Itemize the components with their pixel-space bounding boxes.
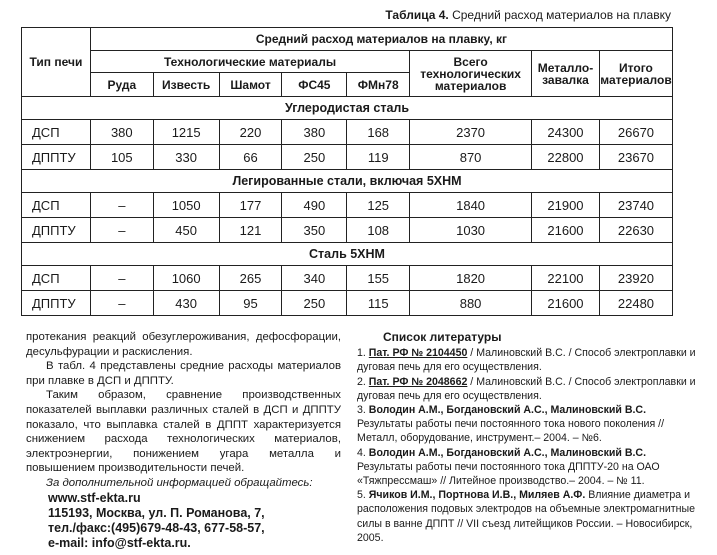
ref-num: 3. [357,404,366,417]
cell: 23740 [599,193,672,218]
cell: 2370 [410,120,532,145]
cell: 22100 [532,266,600,291]
ref-bold: Володин А.М., Богдановский А.С., Малиновский В.С. [368,446,647,459]
cell: 23920 [599,266,672,291]
paragraph: протекания реакций обезуглероживания, дефосфорации, десульфурации и раскисления. [26,331,341,358]
header-col: Известь [153,73,219,97]
contact-web[interactable]: www.stf-ekta.ru [48,490,141,505]
cell: 66 [219,145,282,170]
ref-rest: Результаты работы печи постоянного тока ДППТУ-20 на ОАО «Тяжпрессмаш» // Литейное производство.– 2004. – № 11. [357,460,660,488]
cell: 430 [153,291,219,316]
table-caption [385,8,671,22]
section-title: Сталь 5ХНМ [22,243,673,266]
cell: 380 [90,120,153,145]
cell: 250 [282,291,347,316]
literature-ref [357,488,702,545]
literature [357,330,702,545]
table-row [22,291,673,316]
cell: 21600 [532,218,600,243]
cell: 21900 [532,193,600,218]
cell: 340 [282,266,347,291]
literature-ref [357,375,702,403]
cell-type: ДСП [22,120,91,145]
ref-bold: Володин А.М., Богдановский А.С., Малиновский В.С. [368,404,647,417]
table-row [22,120,673,145]
literature-ref [357,403,702,446]
literature-ref [357,446,702,489]
table-caption-label: Таблица 4. [385,8,449,22]
cell: 155 [347,266,410,291]
table-row [22,145,673,170]
section-title: Углеродистая сталь [22,97,673,120]
body-text [26,330,341,551]
cell: 26670 [599,120,672,145]
cell: 490 [282,193,347,218]
cell: 105 [90,145,153,170]
cell: – [90,266,153,291]
paragraph: Таким образом, сравнение производственных показателей выплавки различных сталей в ДСП и ДППТУ показало, что выплавка сталей в ДППТ характеризуется снижением расхода технологических материалов, электроэнергии, понижением угара металла и повышением производительности печей. [26,389,341,475]
contact-email[interactable]: e-mail: info@stf-ekta.ru. [48,535,191,550]
ref-bold: Пат. РФ № 2048662 [368,375,468,388]
cell-type: ДППТУ [22,145,91,170]
ref-num: 5. [357,489,366,502]
cell: 1030 [410,218,532,243]
contact-phone: тел./факс:(495)679-48-43, 677-58-57, [48,520,265,535]
header-total: Итого материалов [599,51,672,97]
cell: 1215 [153,120,219,145]
cell: – [90,218,153,243]
cell: 1060 [153,266,219,291]
cell: 115 [347,291,410,316]
materials-table [21,27,673,316]
cell-type: ДСП [22,193,91,218]
cell: 24300 [532,120,600,145]
table-row [22,193,673,218]
cell: 21600 [532,291,600,316]
cell: 23670 [599,145,672,170]
table-row [22,266,673,291]
cell: 108 [347,218,410,243]
cell-type: ДППТУ [22,218,91,243]
literature-ref [357,346,702,374]
cell: 125 [347,193,410,218]
ref-bold: Ячиков И.М., Портнова И.В., Миляев А.Ф. [368,489,586,502]
cell: – [90,193,153,218]
cell: 265 [219,266,282,291]
cell: 168 [347,120,410,145]
ref-rest: / Малиновский В.С. / Способ электроплавки и дуговая печь для его осуществления. [357,375,696,402]
table-caption-text: Средний расход материалов на плавку [452,8,671,22]
header-tech: Технологические материалы [90,51,409,73]
cell: 95 [219,291,282,316]
table-row [22,218,673,243]
header-type: Тип печи [22,28,91,97]
header-top: Средний расход материалов на плавку, кг [90,28,672,51]
header-metal: Металло-завалка [532,51,600,97]
cell: 220 [219,120,282,145]
ref-bold: Пат. РФ № 2104450 [368,347,468,360]
cell: 450 [153,218,219,243]
header-col: ФМн78 [347,73,410,97]
header-col: Шамот [219,73,282,97]
cell: 330 [153,145,219,170]
ref-num: 4. [357,446,366,459]
cell: 22800 [532,145,600,170]
ref-num: 1. [357,347,366,360]
ref-rest: Влияние диаметра и расположения подовых электродов на объемные электромагнитные силы в ванне ДППТ // VII съезд литейщиков России. – Новосибирск, 2005. [357,489,696,544]
cell: 1840 [410,193,532,218]
cell: 880 [410,291,532,316]
header-total-tech: Всего технологических материалов [410,51,532,97]
cell-type: ДППТУ [22,291,91,316]
paragraph: В табл. 4 представлены средние расходы материалов при плавке в ДСП и ДППТУ. [26,360,341,387]
cell-type: ДСП [22,266,91,291]
cell: 380 [282,120,347,145]
cell: 121 [219,218,282,243]
header-col: ФС45 [282,73,347,97]
cell: 177 [219,193,282,218]
ref-rest: / Малиновский В.С. / Способ электроплавки и дуговая печь для его осуществления. [357,347,696,374]
cell: 250 [282,145,347,170]
cell: 119 [347,145,410,170]
cell: – [90,291,153,316]
header-col: Руда [90,73,153,97]
literature-title: Список литературы [383,330,502,344]
contact-address: 115193, Москва, ул. П. Романова, 7, [48,505,265,520]
cell: 22630 [599,218,672,243]
cell: 350 [282,218,347,243]
contact-intro: За дополнительной информацией обращайтесь: [46,476,313,489]
ref-rest: Результаты работы печи постоянного тока нового поколения // Металл, оборудование, инструмент.– 2004. – №6. [357,418,665,445]
cell: 870 [410,145,532,170]
section-title: Легированные стали, включая 5ХНМ [22,170,673,193]
ref-num: 2. [357,375,366,388]
cell: 1820 [410,266,532,291]
cell: 22480 [599,291,672,316]
cell: 1050 [153,193,219,218]
